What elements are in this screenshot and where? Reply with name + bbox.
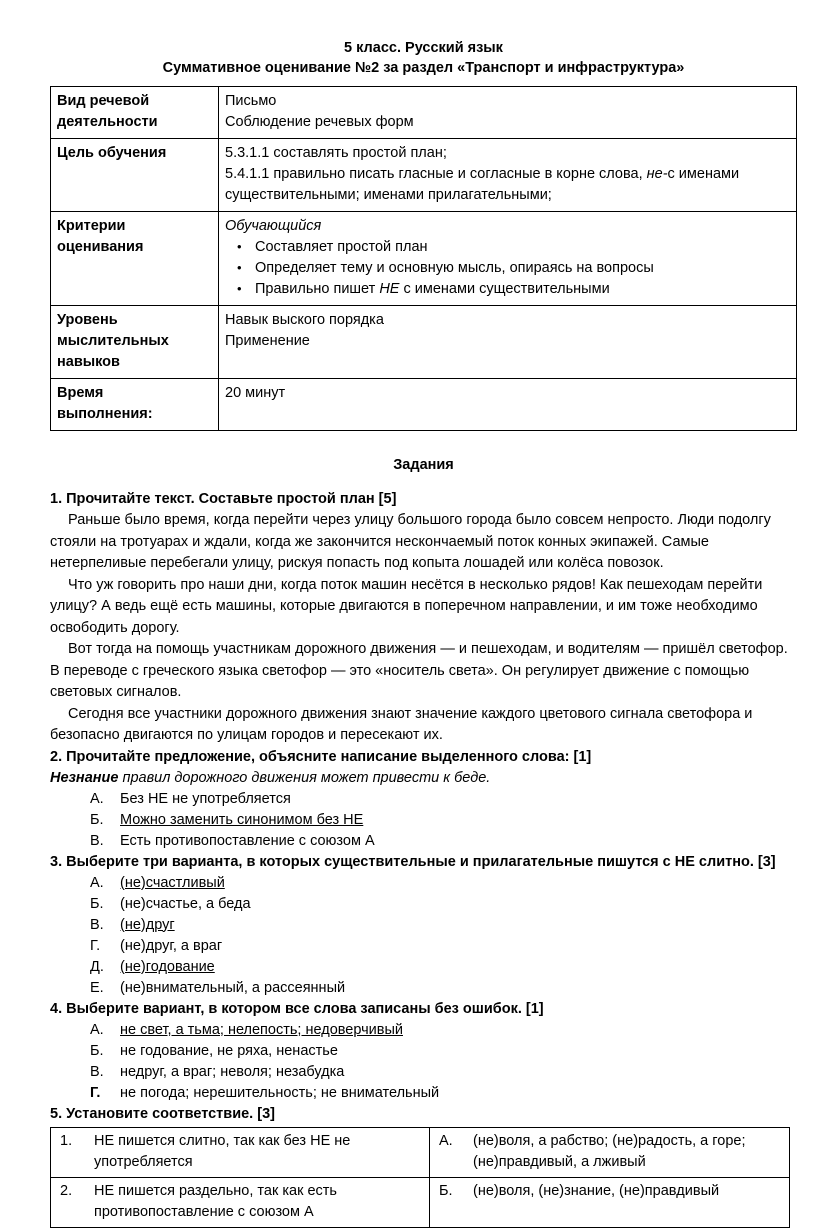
option-item[interactable] [50,894,797,915]
option-item[interactable] [50,957,797,978]
match-right-content [435,1181,784,1202]
option-label: Д. [90,958,104,975]
assessment-info-table [50,86,797,431]
option-label: А. [90,874,104,891]
value-line: Соблюдение речевых форм [225,114,414,130]
criteria-text: Определяет тему и основную мысль, опираясь на вопросы [255,260,654,276]
row-value-criteria [219,212,797,306]
option-text: не годование, не ряха, ненастье [120,1042,338,1059]
row-label-learning-objective: Цель обучения [51,139,219,212]
task-1-paragraph: Что уж говорить про наши дни, когда поток машин несётся в несколько рядов! Как пешеходам перейти улицу? А ведь ещё есть машины, которые двигаются в поперечном направлении, и им тоже необходимо освободить дорогу. [50,576,763,636]
label-line: оценивания [57,239,144,255]
tasks-heading: Задания [393,457,454,473]
task-4-options [50,1020,797,1104]
label-line: навыков [57,354,120,370]
task-1-paragraph: Вот тогда на помощь участникам дорожного движения — и пешеходам, и водителям — пришёл светофор. В переводе с греческого языка светофор — это «носитель света». Он регулирует движение с помощью световых сигналов. [50,641,788,700]
option-text: (не)годование [120,958,215,975]
goal-text-post: с именами существительными; именами прилагательными; [225,166,740,203]
option-text: недруг, а враг; неволя; незабудка [120,1063,345,1080]
criteria-text-italic: НЕ [379,281,400,297]
match-text: НЕ пишется раздельно, так как есть противопоставление с союзом А [94,1182,337,1220]
task-1-paragraph: Сегодня все участники дорожного движения знают значение каждого цветового сигнала светофора и безопасно двигаются по улицам городов и пересекают их. [50,705,753,743]
goal-text-pre: 5.4.1.1 правильно писать гласные и согласные в корне слова, [225,166,647,182]
task-2-options [50,789,797,852]
match-text: (не)воля, (не)знание, (не)правдивый [473,1182,720,1199]
task-2-heading: 2. Прочитайте предложение, объясните написание выделенного слова: [1] [50,748,592,765]
option-text: (не)друг, а враг [120,937,223,954]
table-row [51,1177,790,1227]
match-right-cell [430,1177,790,1227]
value-line: Письмо [225,93,277,109]
table-row-speech-activity [51,87,797,139]
match-left-cell [51,1177,430,1227]
value-line-goal2 [225,164,790,206]
option-item[interactable] [50,936,797,957]
option-label: А. [90,790,104,807]
option-label: В. [90,832,104,849]
list-item [225,279,790,300]
option-text: Без НЕ не употребляется [120,790,291,807]
option-text: (не)счастье, а беда [120,895,251,912]
criteria-text: Составляет простой план [255,239,428,255]
match-label: Б. [439,1182,453,1199]
option-item[interactable] [50,831,797,852]
option-item[interactable] [50,1083,797,1104]
option-item[interactable] [50,915,797,936]
option-label: Е. [90,979,104,996]
value-line: 5.3.1.1 составлять простой план; [225,145,447,161]
criteria-intro: Обучающийся [225,218,322,234]
option-text: Есть противопоставление с союзом А [120,832,375,849]
option-text: (не)внимательный, а рассеянный [120,979,346,996]
criteria-text-post: с именами существительными [399,281,610,297]
option-label: Б. [90,1042,104,1059]
option-item[interactable] [50,1041,797,1062]
table-row-thinking-level [51,306,797,379]
criteria-text-pre: Правильно пишет [255,281,380,297]
match-label: 2. [60,1182,73,1199]
label-line: деятельности [57,114,158,130]
list-item [225,237,790,258]
label-line: мыслительных [57,333,169,349]
option-label: В. [90,1063,104,1080]
option-item[interactable] [50,810,797,831]
value-line: 20 минут [225,385,286,401]
value-line: Навык выского порядка [225,312,384,328]
match-label: 1. [60,1132,73,1149]
option-item[interactable] [50,1062,797,1083]
option-item[interactable] [50,789,797,810]
title-line-2: Суммативное оценивание №2 за раздел «Транспорт и инфраструктура» [162,60,685,76]
match-right-content [435,1131,784,1173]
label-line: Уровень [57,312,118,328]
row-value-time [219,379,797,431]
highlighted-word: Незнание [50,769,119,786]
task-4-heading: 4. Выберите вариант, в котором все слова записаны без ошибок. [1] [50,1000,544,1017]
criteria-list [225,237,790,300]
option-item[interactable] [50,978,797,999]
option-label: Б. [90,895,104,912]
option-item[interactable] [50,873,797,894]
option-text: не свет, а тьма; нелепость; недоверчивый [120,1021,403,1038]
match-text: НЕ пишется слитно, так как без НЕ не употребляется [94,1132,351,1170]
task-2-sentence [50,768,797,789]
sentence-rest: правил дорожного движения может привести к беде. [118,769,491,786]
option-text: (не)друг [120,916,175,933]
goal-text-italic: не- [646,166,668,182]
task-1-heading: 1. Прочитайте текст. Составьте простой план [5] [50,491,397,507]
table-row-learning-objective [51,139,797,212]
list-item [225,258,790,279]
match-label: А. [439,1132,453,1149]
task-5-matching-table [50,1127,790,1228]
table-row-time [51,379,797,431]
match-text: (не)воля, а рабство; (не)радость, а горе; (не)правдивый, а лживый [473,1132,746,1170]
row-value-learning-objective [219,139,797,212]
option-label: Б. [90,811,104,828]
option-label: Г. [90,937,101,954]
row-value-speech-activity [219,87,797,139]
row-label-speech-activity [51,87,219,139]
row-label-time [51,379,219,431]
task-3-heading: 3. Выберите три варианта, в которых существительные и прилагательные пишутся с НЕ слитно. [3] [50,853,776,870]
value-line: Применение [225,333,310,349]
label-line: выполнения: [57,406,153,422]
row-label-thinking-level [51,306,219,379]
label-line: Вид речевой [57,93,150,109]
task-5-heading: 5. Установите соответствие. [3] [50,1105,275,1122]
option-label: Г. [90,1084,101,1101]
option-label: В. [90,916,104,933]
document-title [50,38,797,78]
label-line: Время [57,385,104,401]
table-row-criteria [51,212,797,306]
row-label-criteria [51,212,219,306]
option-label: А. [90,1021,104,1038]
label-line: Критерии [57,218,126,234]
title-line-1: 5 класс. Русский язык [344,40,503,56]
option-text: (не)счастливый [120,874,225,891]
row-value-thinking-level [219,306,797,379]
match-left-content [56,1181,424,1223]
option-text: Можно заменить синонимом без НЕ [120,811,364,828]
option-text: не погода; нерешительность; не внимательный [120,1084,440,1101]
task-3-options [50,873,797,999]
match-left-content [56,1131,424,1173]
task-1-paragraph: Раньше было время, когда перейти через улицу большого города было совсем непросто. Люди подолгу стояли на тротуарах и ждали, когда же закончится нескончаемый поток конных экипажей. Самые нетерпеливые перебегали улицу, рискуя попасть под копыта лошадей или колёса повозок. [50,512,771,571]
option-item[interactable] [50,1020,797,1041]
